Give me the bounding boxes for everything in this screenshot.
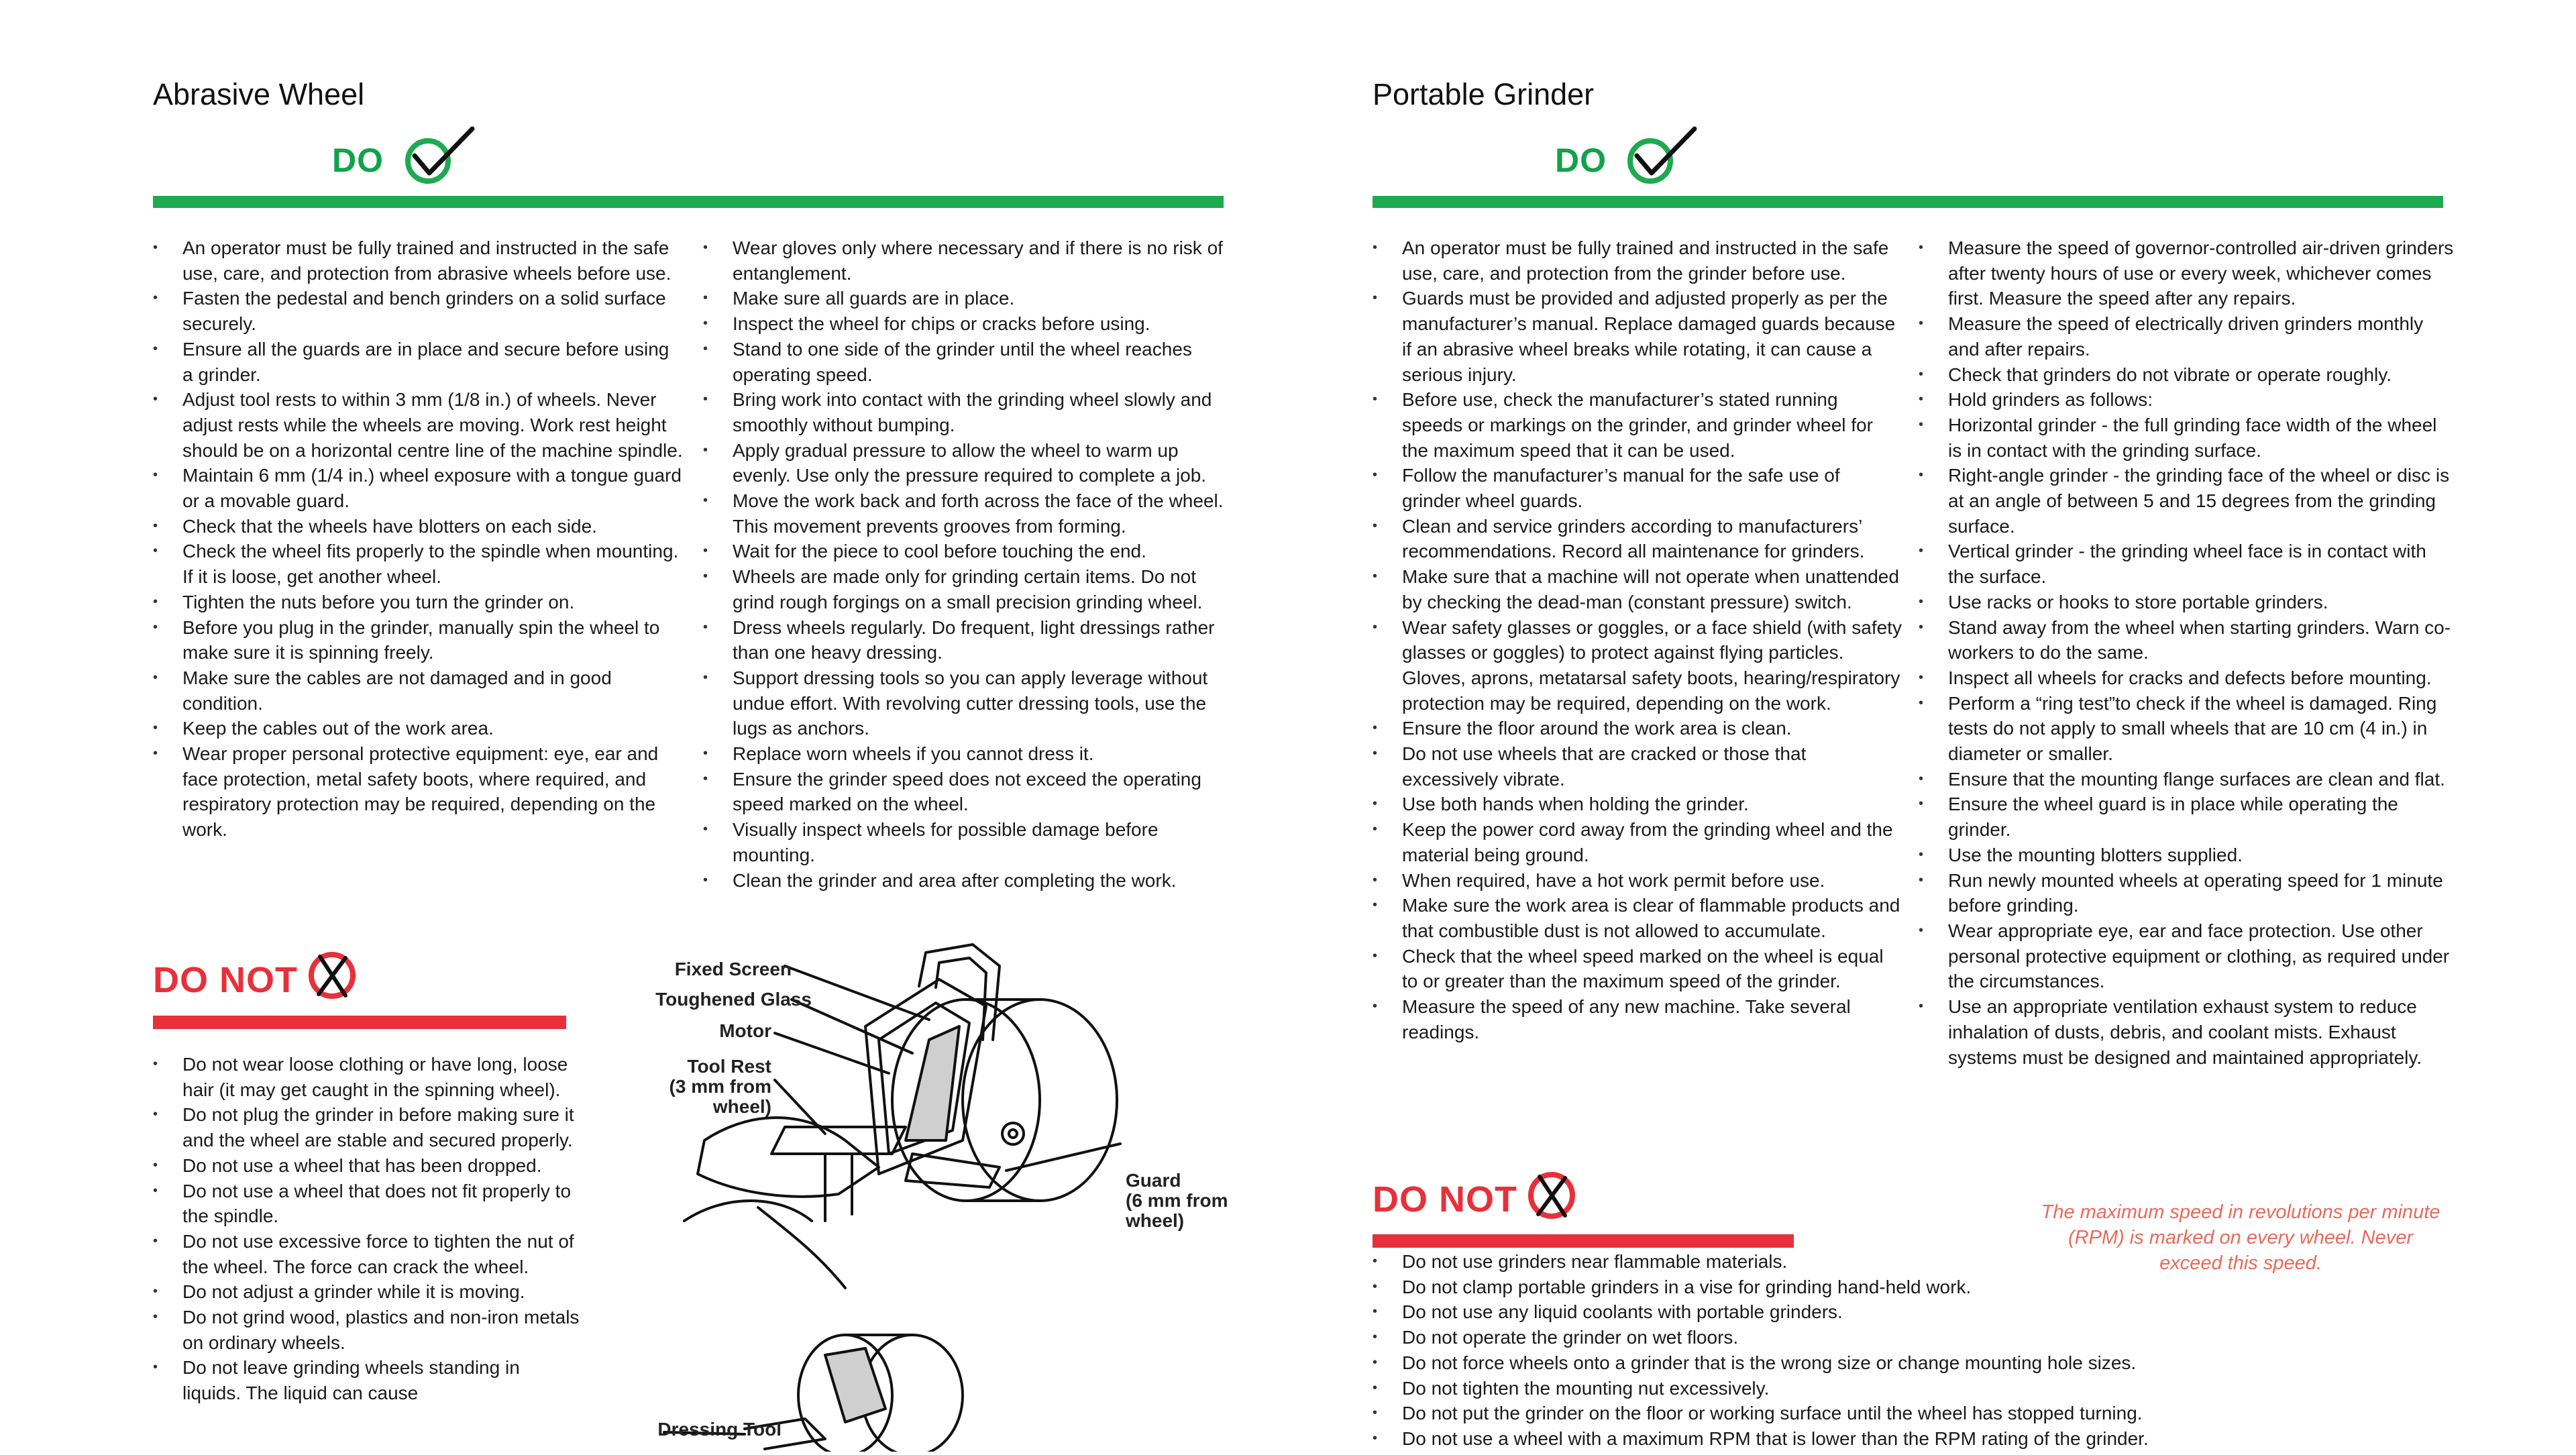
list-item: • Stand to one side of the grinder until the wheel reaches operating speed. bbox=[703, 337, 1233, 387]
tool-rest-label: Tool Rest (3 mm from wheel) bbox=[669, 1056, 771, 1117]
list-item: • Replace worn wheels if you cannot dress it. bbox=[703, 741, 1233, 767]
portable-do-label: DO bbox=[1555, 142, 1607, 179]
list-item: • Make sure the cables are not damaged and in good condition. bbox=[153, 665, 683, 716]
list-item: • Ensure all the guards are in place and secure before using a grinder. bbox=[153, 337, 683, 387]
list-item: • Right-angle grinder - the grinding face of the wheel or disc is at an angle of between 5 and 15 degrees from the grinding surface. bbox=[1919, 463, 2455, 539]
motor-label: Motor bbox=[719, 1020, 771, 1041]
x-circle-icon bbox=[1525, 1167, 1578, 1221]
list-item: • Ensure the floor around the work area is clean. bbox=[1373, 716, 1902, 741]
list-item: • Make sure that a machine will not operate when unattended by checking the dead-man (constant pressure) switch. bbox=[1373, 564, 1902, 614]
portable-donot-label: DO NOT bbox=[1373, 1179, 1517, 1220]
abrasive-donot-bar bbox=[153, 1016, 566, 1029]
list-item: • Do not grind wood, plastics and non-iron metals on ordinary wheels. bbox=[153, 1305, 582, 1355]
list-item: • Wait for the piece to cool before touching the end. bbox=[703, 539, 1233, 564]
toughened-glass-label: Toughened Glass bbox=[655, 989, 812, 1010]
portable-donot-list bbox=[1373, 1249, 2446, 1452]
list-item: • Guards must be provided and adjusted properly as per the manufacturer’s manual. Replace damaged guards because if an abrasive wheel breaks while rotating, it can cause a serious injury. bbox=[1373, 286, 1902, 387]
list-item: • Fasten the pedestal and bench grinders on a solid surface securely. bbox=[153, 286, 683, 336]
list-item: • Do not put the grinder on the floor or working surface until the wheel has stopped turning. bbox=[1373, 1401, 2446, 1426]
list-item: • Inspect the wheel for chips or cracks before using. bbox=[703, 311, 1233, 337]
list-item: • Maintain 6 mm (1/4 in.) wheel exposure with a tongue guard or a movable guard. bbox=[153, 463, 683, 513]
list-item: • Measure the speed of any new machine. Take several readings. bbox=[1373, 994, 1902, 1044]
list-item: • Keep the power cord away from the grinding wheel and the material being ground. bbox=[1373, 817, 1902, 867]
list-item: • Do not adjust a grinder while it is moving. bbox=[153, 1279, 582, 1305]
list-item: • Wear proper personal protective equipment: eye, ear and face protection, metal safety boots, where required, and respiratory protection may be required, depending on the work. bbox=[153, 741, 683, 843]
abrasive-do-list-col1 bbox=[153, 235, 683, 843]
list-item: • Vertical grinder - the grinding wheel face is in contact with the surface. bbox=[1919, 539, 2455, 589]
list-item: • Bring work into contact with the grinding wheel slowly and smoothly without bumping. bbox=[703, 387, 1233, 437]
list-item: • Before you plug in the grinder, manually spin the wheel to make sure it is spinning freely. bbox=[153, 615, 683, 665]
list-item: • Do not leave grinding wheels standing in liquids. The liquid can cause bbox=[153, 1355, 582, 1405]
list-item: • Use both hands when holding the grinder. bbox=[1373, 792, 1902, 817]
list-item: • Wear safety glasses or goggles, or a face shield (with safety glasses or goggles) to protect against flying particles. Gloves, aprons, metatarsal safety boots, hearing/respiratory protection may be required, depending on the work. bbox=[1373, 615, 1902, 716]
grinder-figure bbox=[624, 939, 1228, 1452]
list-item: • Wear appropriate eye, ear and face protection. Use other personal protective equipment or clothing, as required under the circumstances. bbox=[1919, 918, 2455, 994]
list-item: • Tighten the nuts before you turn the grinder on. bbox=[153, 590, 683, 615]
abrasive-do-bar bbox=[153, 196, 1224, 208]
list-item: • Do not force wheels onto a grinder that is the wrong size or change mounting hole sizes. bbox=[1373, 1350, 2446, 1376]
portable-donot-bar bbox=[1373, 1234, 1794, 1248]
list-item: • Check that the wheels have blotters on each side. bbox=[153, 514, 683, 539]
list-item: • Use racks or hooks to store portable grinders. bbox=[1919, 590, 2455, 615]
list-item: • Do not use a wheel that does not fit properly to the spindle. bbox=[153, 1179, 582, 1229]
list-item: • Do not use excessive force to tighten the nut of the wheel. The force can crack the wheel. bbox=[153, 1229, 582, 1279]
list-item: • Do not operate the grinder on wet floors. bbox=[1373, 1325, 2446, 1350]
abrasive-donot-label: DO NOT bbox=[153, 960, 298, 1000]
list-item: • Check that grinders do not vibrate or operate roughly. bbox=[1919, 362, 2455, 388]
list-item: • Support dressing tools so you can apply leverage without undue effort. With revolving cutter dressing tools, use the lugs as anchors. bbox=[703, 665, 1233, 741]
list-item: • Inspect all wheels for cracks and defects before mounting. bbox=[1919, 665, 2455, 691]
check-circle-icon bbox=[402, 126, 476, 186]
list-item: • Use the mounting blotters supplied. bbox=[1919, 843, 2455, 868]
list-item: • Make sure the work area is clear of flammable products and that combustible dust is not allowed to accumulate. bbox=[1373, 893, 1902, 943]
check-circle-icon bbox=[1625, 126, 1699, 186]
portable-do-bar bbox=[1373, 196, 2443, 208]
list-item: • Wear gloves only where necessary and if there is no risk of entanglement. bbox=[703, 235, 1233, 286]
abrasive-donot-list bbox=[153, 1052, 582, 1406]
list-item: • Clean and service grinders according to manufacturers’ recommendations. Record all maintenance for grinders. bbox=[1373, 514, 1902, 564]
list-item: • Visually inspect wheels for possible damage before mounting. bbox=[703, 817, 1233, 867]
portable-title: Portable Grinder bbox=[1373, 77, 1595, 111]
list-item: • Do not use any liquid coolants with portable grinders. bbox=[1373, 1299, 2446, 1325]
list-item: • An operator must be fully trained and instructed in the safe use, care, and protection from the grinder before use. bbox=[1373, 235, 1902, 286]
list-item: • Ensure the wheel guard is in place while operating the grinder. bbox=[1919, 792, 2455, 842]
list-item: • When required, have a hot work permit before use. bbox=[1373, 868, 1902, 894]
abrasive-do-list-col2 bbox=[703, 235, 1233, 893]
list-item: • Do not wear loose clothing or have long, loose hair (it may get caught in the spinning wheel). bbox=[153, 1052, 582, 1102]
fixed-screen-label: Fixed Screen bbox=[674, 959, 792, 979]
list-item: • Measure the speed of governor-controlled air-driven grinders after twenty hours of use or every week, whichever comes first. Measure the speed after any repairs. bbox=[1919, 235, 2455, 311]
list-item: • Follow the manufacturer’s manual for the safe use of grinder wheel guards. bbox=[1373, 463, 1902, 513]
list-item: • Move the work back and forth across the face of the wheel. This movement prevents grooves from forming. bbox=[703, 488, 1233, 539]
dressing-tool-label: Dressing Tool bbox=[657, 1419, 782, 1440]
list-item: • An operator must be fully trained and instructed in the safe use, care, and protection from abrasive wheels before use. bbox=[153, 235, 683, 286]
list-item: • Do not tighten the mounting nut excessively. bbox=[1373, 1376, 2446, 1401]
list-item: • Do not use wheels that are cracked or those that excessively vibrate. bbox=[1373, 741, 1902, 792]
list-item: • Perform a “ring test”to check if the wheel is damaged. Ring tests do not apply to small wheels that are 10 cm (4 in.) in diameter or smaller. bbox=[1919, 691, 2455, 767]
list-item: • Ensure the grinder speed does not exceed the operating speed marked on the wheel. bbox=[703, 767, 1233, 817]
list-item: • Make sure all guards are in place. bbox=[703, 286, 1233, 311]
list-item: • Ensure that the mounting flange surfaces are clean and flat. bbox=[1919, 767, 2455, 792]
list-item: • Do not use grinders near flammable materials. bbox=[1373, 1249, 2446, 1275]
list-item: • Do not use a wheel that has been dropped. bbox=[153, 1153, 582, 1179]
list-item: • Clean the grinder and area after completing the work. bbox=[703, 868, 1233, 894]
abrasive-title: Abrasive Wheel bbox=[153, 77, 365, 111]
list-item: • Check the wheel fits properly to the spindle when mounting. If it is loose, get another wheel. bbox=[153, 539, 683, 589]
list-item: • Keep the cables out of the work area. bbox=[153, 716, 683, 741]
list-item: • Do not plug the grinder in before making sure it and the wheel are stable and secured properly. bbox=[153, 1102, 582, 1152]
rpm-note: The maximum speed in revolutions per minute (RPM) is marked on every wheel. Never exceed this speed. bbox=[2041, 1201, 2440, 1274]
portable-do-list-col1 bbox=[1373, 235, 1902, 1045]
list-item: • Stand away from the wheel when starting grinders. Warn co-workers to do the same. bbox=[1919, 615, 2455, 665]
list-item: • Wheels are made only for grinding certain items. Do not grind rough forgings on a small precision grinding wheel. bbox=[703, 564, 1233, 614]
list-item: • Measure the speed of electrically driven grinders monthly and after repairs. bbox=[1919, 311, 2455, 362]
list-item: • Use an appropriate ventilation exhaust system to reduce inhalation of dusts, debris, and coolant mists. Exhaust systems must be designed and maintained appropriately. bbox=[1919, 994, 2455, 1070]
list-item: • Before use, check the manufacturer’s stated running speeds or markings on the grinder, and grinder wheel for the maximum speed that it can be used. bbox=[1373, 387, 1902, 463]
list-item: • Hold grinders as follows: bbox=[1919, 387, 2455, 413]
list-item: • Check that the wheel speed marked on the wheel is equal to or greater than the maximum speed of the grinder. bbox=[1373, 944, 1902, 994]
list-item: • Horizontal grinder - the full grinding face width of the wheel is in contact with the grinding surface. bbox=[1919, 413, 2455, 463]
list-item: • Apply gradual pressure to allow the wheel to warm up evenly. Use only the pressure required to complete a job. bbox=[703, 438, 1233, 488]
list-item: • Do not clamp portable grinders in a vise for grinding hand-held work. bbox=[1373, 1275, 2446, 1300]
list-item: • Adjust tool rests to within 3 mm (1/8 in.) of wheels. Never adjust rests while the wheels are moving. Work rest height should be on a horizontal centre line of the machine spindle. bbox=[153, 387, 683, 463]
list-item: • Run newly mounted wheels at operating speed for 1 minute before grinding. bbox=[1919, 868, 2455, 918]
portable-do-list-col2 bbox=[1919, 235, 2455, 1070]
x-circle-icon bbox=[305, 947, 359, 1001]
guard-label: Guard (6 mm from wheel) bbox=[1126, 1170, 1228, 1231]
abrasive-do-label: DO bbox=[332, 142, 384, 179]
list-item: • Dress wheels regularly. Do frequent, light dressings rather than one heavy dressing. bbox=[703, 615, 1233, 665]
list-item: • Do not use a wheel with a maximum RPM that is lower than the RPM rating of the grinder. bbox=[1373, 1426, 2446, 1452]
